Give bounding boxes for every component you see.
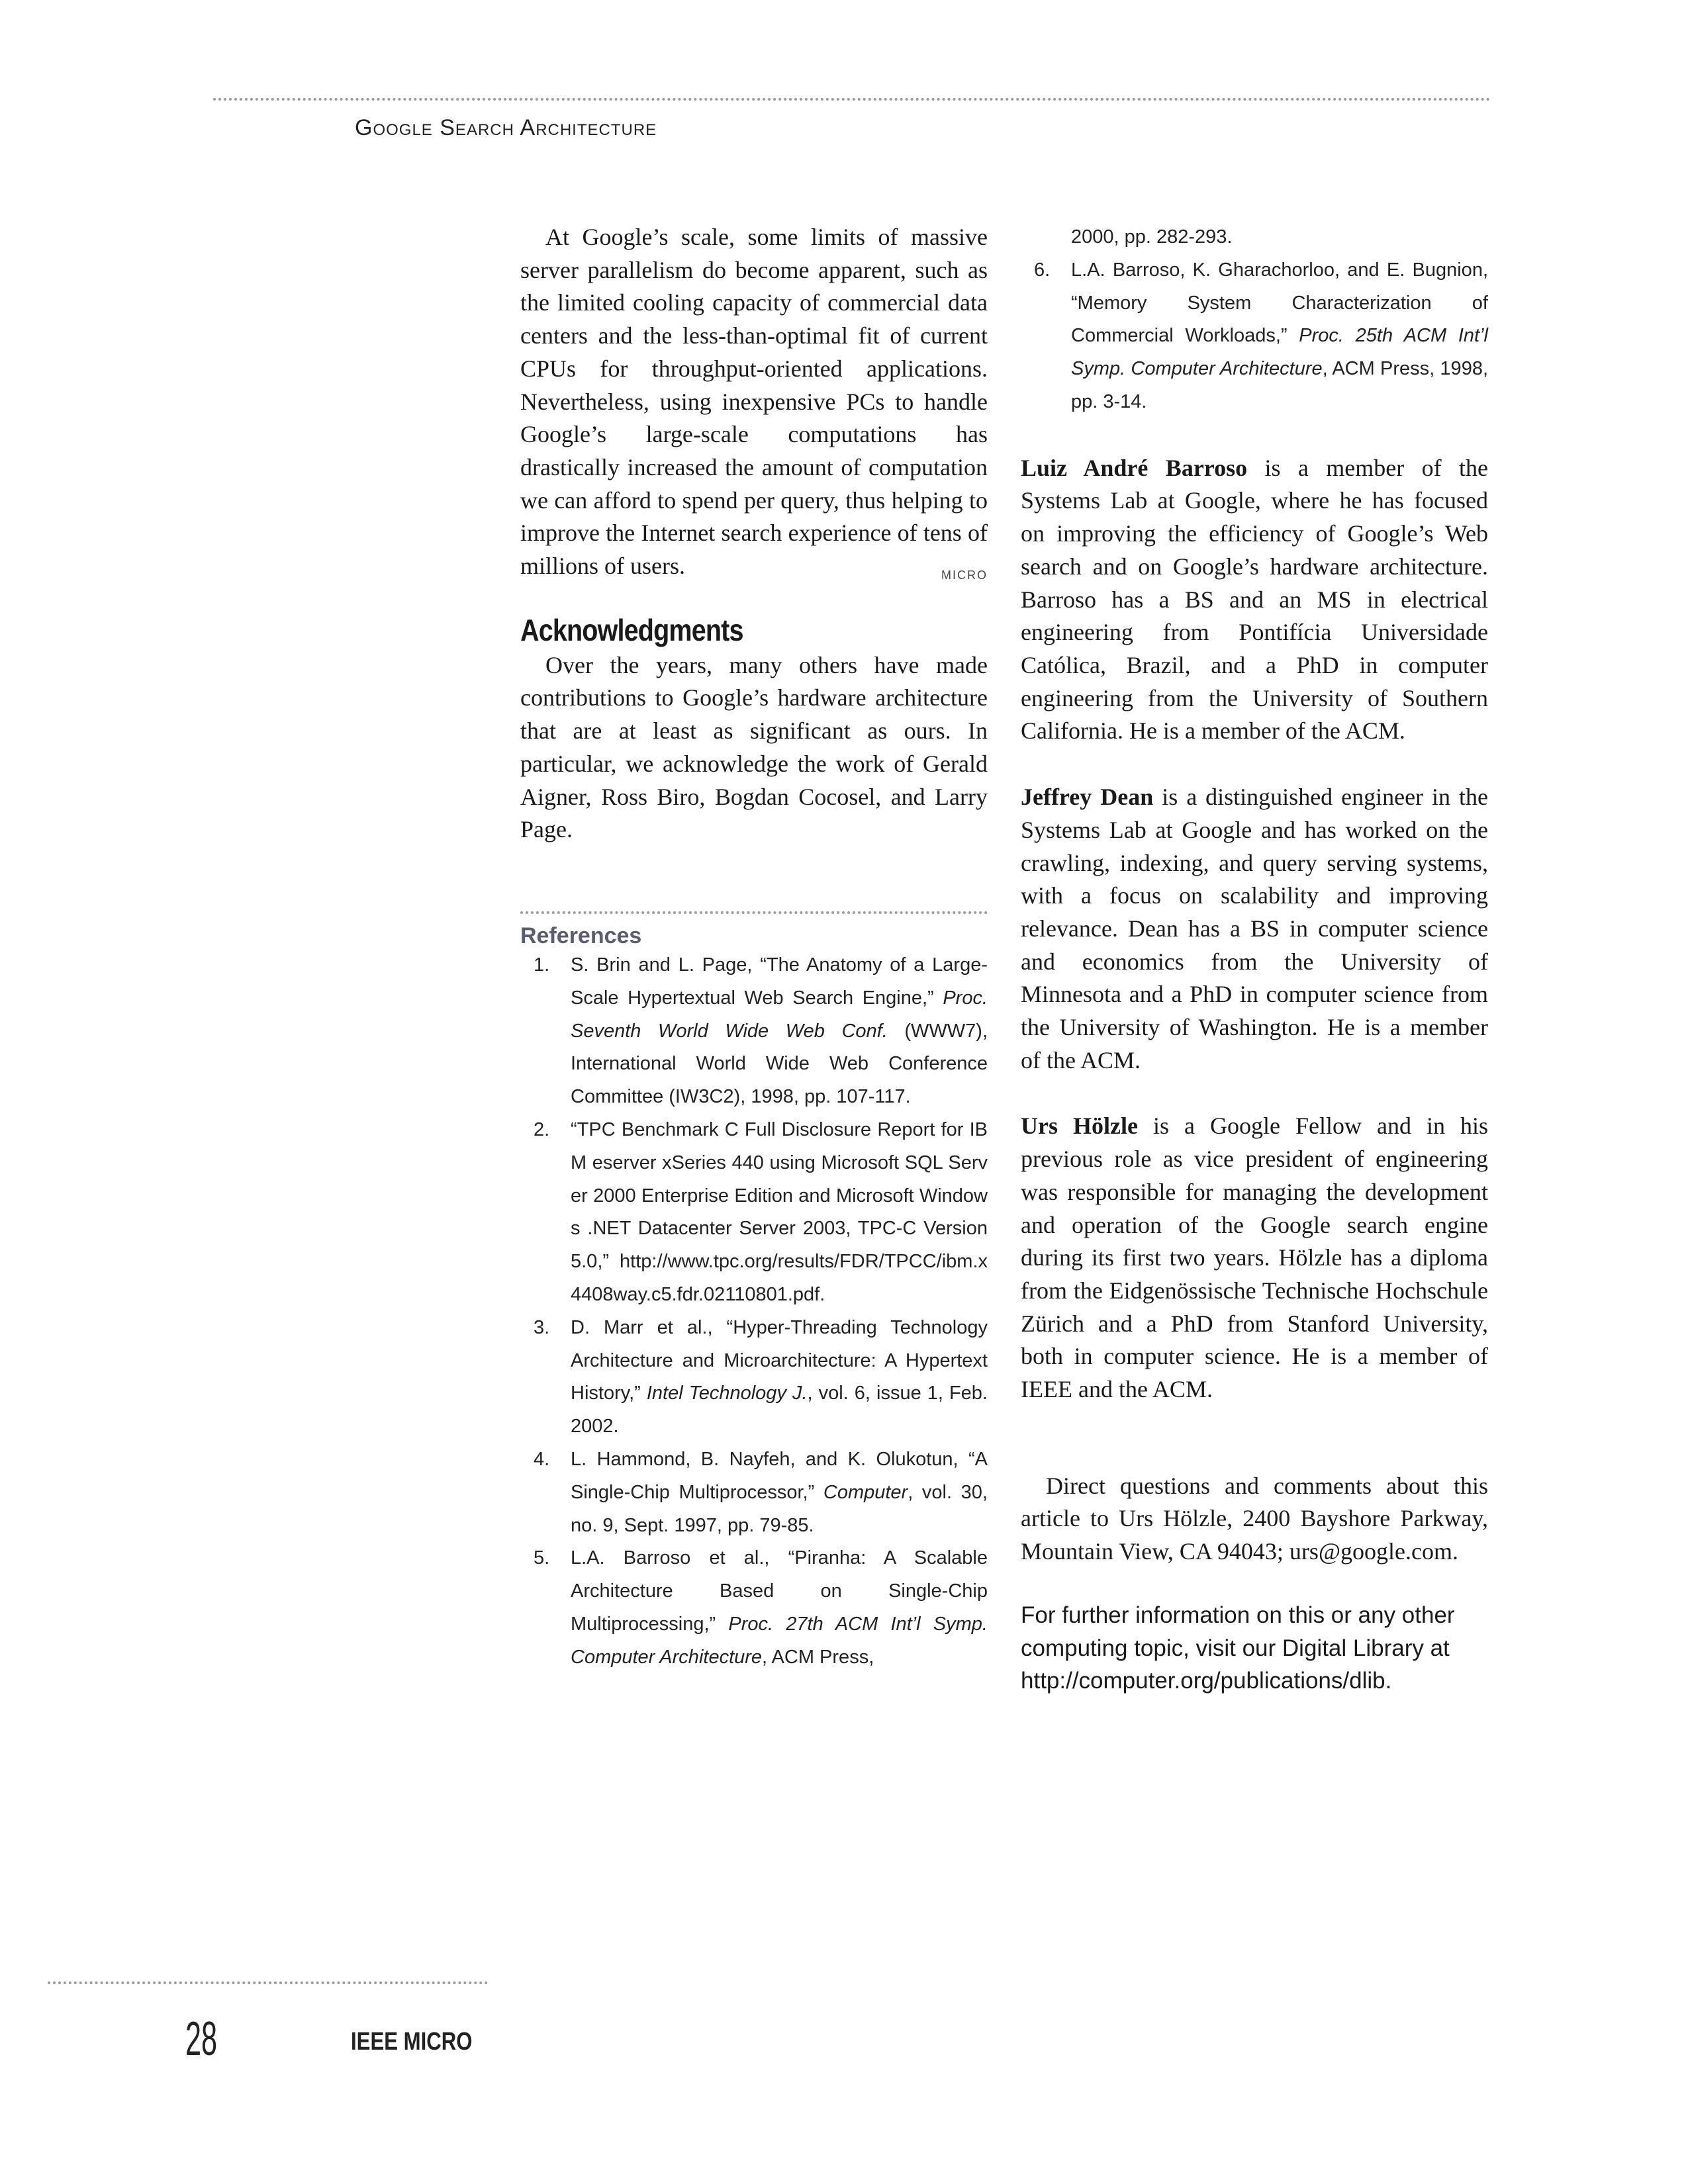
references-list-continued bbox=[1021, 221, 1488, 419]
acknowledgments-text: Over the years, many others have made contributions to Google’s hardware architecture that are at least as significant as ours. In particular, we acknowledge the work of Gerald Aigner, Ross Biro, Bogdan Cocosel, and Larry Page. bbox=[520, 651, 988, 843]
left-column bbox=[520, 221, 988, 1674]
reference-details: , ACM Press, 1998, pp. 3-14. bbox=[1071, 358, 1489, 412]
reference-text: L.A. Barroso et al., “Piranha: A Scalable Architecture Based on Single-Chip Multiprocessing,” bbox=[571, 1547, 988, 1635]
author-name: Luiz André Barroso bbox=[1021, 454, 1248, 481]
reference-text: L. Hammond, B. Nayfeh, and K. Olukotun, “A Single-Chip Multiprocessor,” bbox=[571, 1448, 988, 1503]
reference-text: S. Brin and L. Page, “The Anatomy of a Large-Scale Hypertextual Web Search Engine,” bbox=[571, 954, 988, 1009]
end-mark: MICRO bbox=[941, 569, 988, 582]
acknowledgments-heading: Acknowledgments bbox=[520, 612, 743, 647]
reference-item bbox=[1021, 254, 1488, 419]
reference-text: “TPC Benchmark C Full Disclosure Report for IBM eserver xSeries 440 using Microsoft SQL Server 2000 Enterprise Edition and Microsoft Windows .NET Datacenter Server 2003, TPC-C Version 5.0,” http://www.tpc.org/results/FDR/TPCC/ibm.x4408way.c5.fdr.02110801.pdf. bbox=[571, 1118, 988, 1305]
reference-text: L.A. Barroso, K. Gharachorloo, and E. Bugnion, “Memory System Characterization of Commercial Workloads,” bbox=[1071, 259, 1488, 347]
journal-name: IEEE MICRO bbox=[351, 2028, 473, 2056]
author-bio-barroso bbox=[1021, 452, 1488, 748]
reference-details: , vol. 30, no. 9, Sept. 1997, pp. 79-85. bbox=[571, 1481, 988, 1536]
reference-continuation bbox=[1021, 221, 1488, 254]
author-bio-dean bbox=[1021, 781, 1488, 1077]
reference-item bbox=[520, 1443, 988, 1542]
references-rule bbox=[520, 911, 988, 914]
author-name: Jeffrey Dean bbox=[1021, 784, 1154, 811]
reference-number: 2. bbox=[534, 1118, 550, 1140]
author-name: Urs Hölzle bbox=[1021, 1113, 1138, 1140]
conclusion-paragraph bbox=[520, 221, 988, 583]
reference-number: 5. bbox=[534, 1547, 550, 1569]
author-bio-holzle bbox=[1021, 1110, 1488, 1406]
author-bio-text: is a member of the Systems Lab at Google, where he has focused on improving the efficiency of Google’s Web search and on Google’s hardware architecture. Barroso has a BS and an MS in electrical engineering from Pontifícia Universidade Católica, Brazil, and a PhD in computer engineering from the University of Southern California. He is a member of the ACM. bbox=[1021, 454, 1488, 745]
reference-text: 2000, pp. 282-293. bbox=[1071, 226, 1233, 248]
reference-venue: Intel Technology J. bbox=[646, 1383, 808, 1404]
reference-venue: Computer bbox=[823, 1481, 908, 1503]
top-rule bbox=[213, 98, 1491, 101]
reference-item bbox=[520, 1312, 988, 1443]
reference-number: 4. bbox=[534, 1448, 550, 1470]
reference-details: (WWW7), International World Wide Web Conference Committee (IW3C2), 1998, pp. 107-117. bbox=[571, 1020, 988, 1108]
conclusion-text: At Google’s scale, some limits of massive server parallelism do become apparent, such as the limited cooling capacity of commercial data centers and the less-than-optimal fit of current CPUs for throughput-oriented applications. Nevertheless, using inexpensive PCs to handle Google’s large-scale computations has drastically increased the amount of computation we can afford to spend per query, thus helping to improve the Internet search experience of tens of millions of users. bbox=[520, 224, 988, 580]
reference-item bbox=[520, 1542, 988, 1674]
reference-number: 6. bbox=[1034, 259, 1051, 281]
reference-text: D. Marr et al., “Hyper-Threading Technology Architecture and Microarchitecture: A Hypertext History,” bbox=[571, 1316, 988, 1404]
reference-item bbox=[520, 949, 988, 1114]
digital-library-note: For further information on this or any other computing topic, visit our Digital Library at http://computer.org/publications/dlib. bbox=[1021, 1602, 1455, 1694]
references-list bbox=[520, 949, 988, 1674]
reference-venue: Proc. Seventh World Wide Web Conf. bbox=[571, 987, 988, 1042]
reference-number: 1. bbox=[534, 954, 550, 976]
author-bio-text: is a Google Fellow and in his previous role as vice president of engineering was responsible for managing the development and operation of the Google search engine during its first two years. Hölzle has a diploma from the Eidgenössische Technische Hochschule Zürich and a PhD from Stanford University, both in computer science. He is a member of IEEE and the ACM. bbox=[1021, 1113, 1488, 1403]
right-column bbox=[1021, 221, 1488, 1698]
reference-item bbox=[520, 1114, 988, 1312]
reference-details: , vol. 6, issue 1, Feb. 2002. bbox=[571, 1383, 988, 1437]
contact-info: Direct questions and comments about this article to Urs Hölzle, 2400 Bayshore Parkway, Mountain View, CA 94043; urs@google.com. bbox=[1021, 1472, 1488, 1565]
references-heading: References bbox=[520, 923, 642, 948]
reference-venue: Proc. 27th ACM Int’l Symp. Computer Architecture bbox=[571, 1613, 988, 1668]
page-number: 28 bbox=[185, 2013, 218, 2066]
running-head: Google Search Architecture bbox=[355, 115, 657, 140]
reference-details: , ACM Press, bbox=[762, 1646, 874, 1668]
footer-rule bbox=[48, 1981, 488, 1984]
author-bio-text: is a distinguished engineer in the Systems Lab at Google and has worked on the crawling, indexing, and query serving systems, with a focus on scalability and improving relevance. Dean has a BS in computer science and economics from the University of Minnesota and a PhD in computer science from the University of Washington. He is a member of the ACM. bbox=[1021, 784, 1489, 1073]
reference-venue: Proc. 25th ACM Int’l Symp. Computer Architecture bbox=[1071, 325, 1488, 380]
reference-number: 3. bbox=[534, 1316, 550, 1338]
